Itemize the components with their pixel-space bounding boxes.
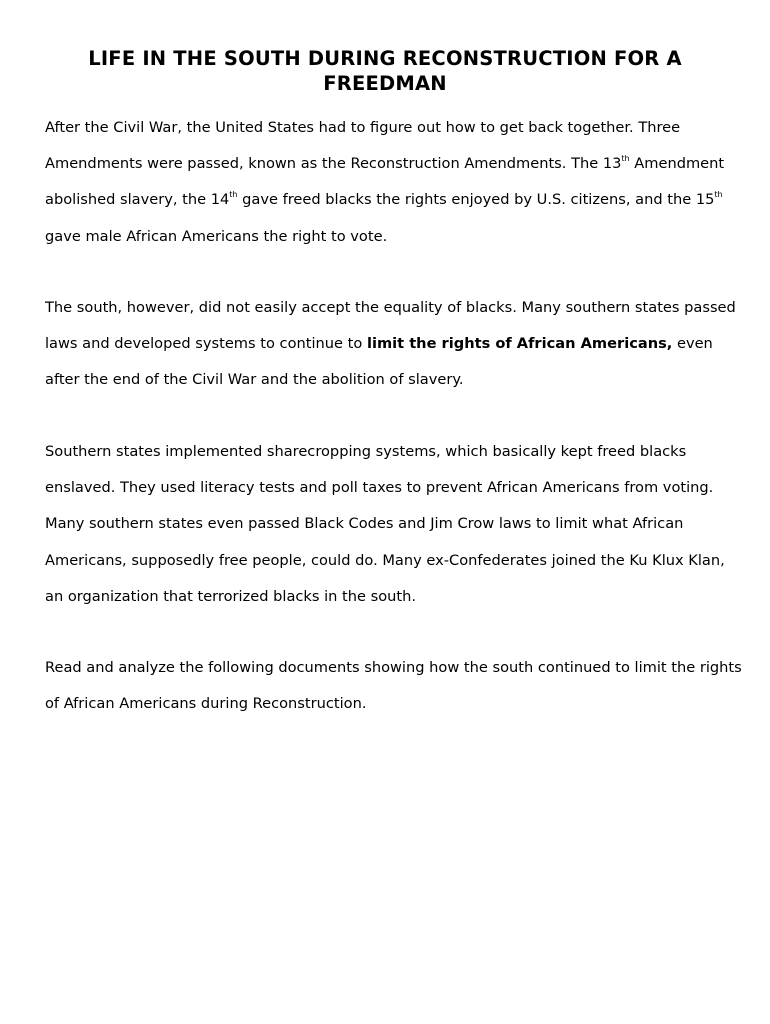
paragraph-south-resistance xyxy=(45,290,745,399)
paragraph-text: even after the end of the Civil War and the abolition of slavery. xyxy=(45,335,713,389)
paragraph-southern-systems: Southern states implemented sharecropping systems, which basically kept freed blacks enslaved. They used literacy tests and poll taxes to prevent African Americans from voting. Many southern states even passed Black Codes and Jim Crow laws to limit what African Americans, supposedly free people, could do. Many ex-Confederates joined the Ku Klux Klan, an organization that terrorized blacks in the south. xyxy=(45,443,725,605)
document-title: LIFE IN THE SOUTH DURING RECONSTRUCTION FOR A FREEDMAN xyxy=(88,47,682,95)
paragraph-text: After the Civil War, the United States had to figure out how to get back together. Three Amendments were passed, known as the Reconstruction Amendments. The 13 xyxy=(45,119,681,173)
emphasized-text: limit the rights of African Americans, xyxy=(366,335,673,353)
ordinal-suffix: th xyxy=(714,190,723,200)
paragraph-text: gave male African Americans the right to vote. xyxy=(45,227,388,245)
ordinal-suffix: th xyxy=(229,190,238,200)
ordinal-suffix: th xyxy=(621,154,630,164)
paragraph-text: Amendment abolished slavery, the 14 xyxy=(45,155,725,209)
paragraph-reconstruction-amendments xyxy=(45,110,745,255)
paragraph-text: gave freed blacks the rights enjoyed by U.S. citizens, and the 15 xyxy=(237,191,715,209)
paragraph-text: The south, however, did not easily accept the equality of blacks. Many southern states passed laws and developed systems to continue to xyxy=(45,299,736,353)
paragraph-instructions: Read and analyze the following documents showing how the south continued to limit the rights of African Americans during Reconstruction. xyxy=(45,659,742,713)
